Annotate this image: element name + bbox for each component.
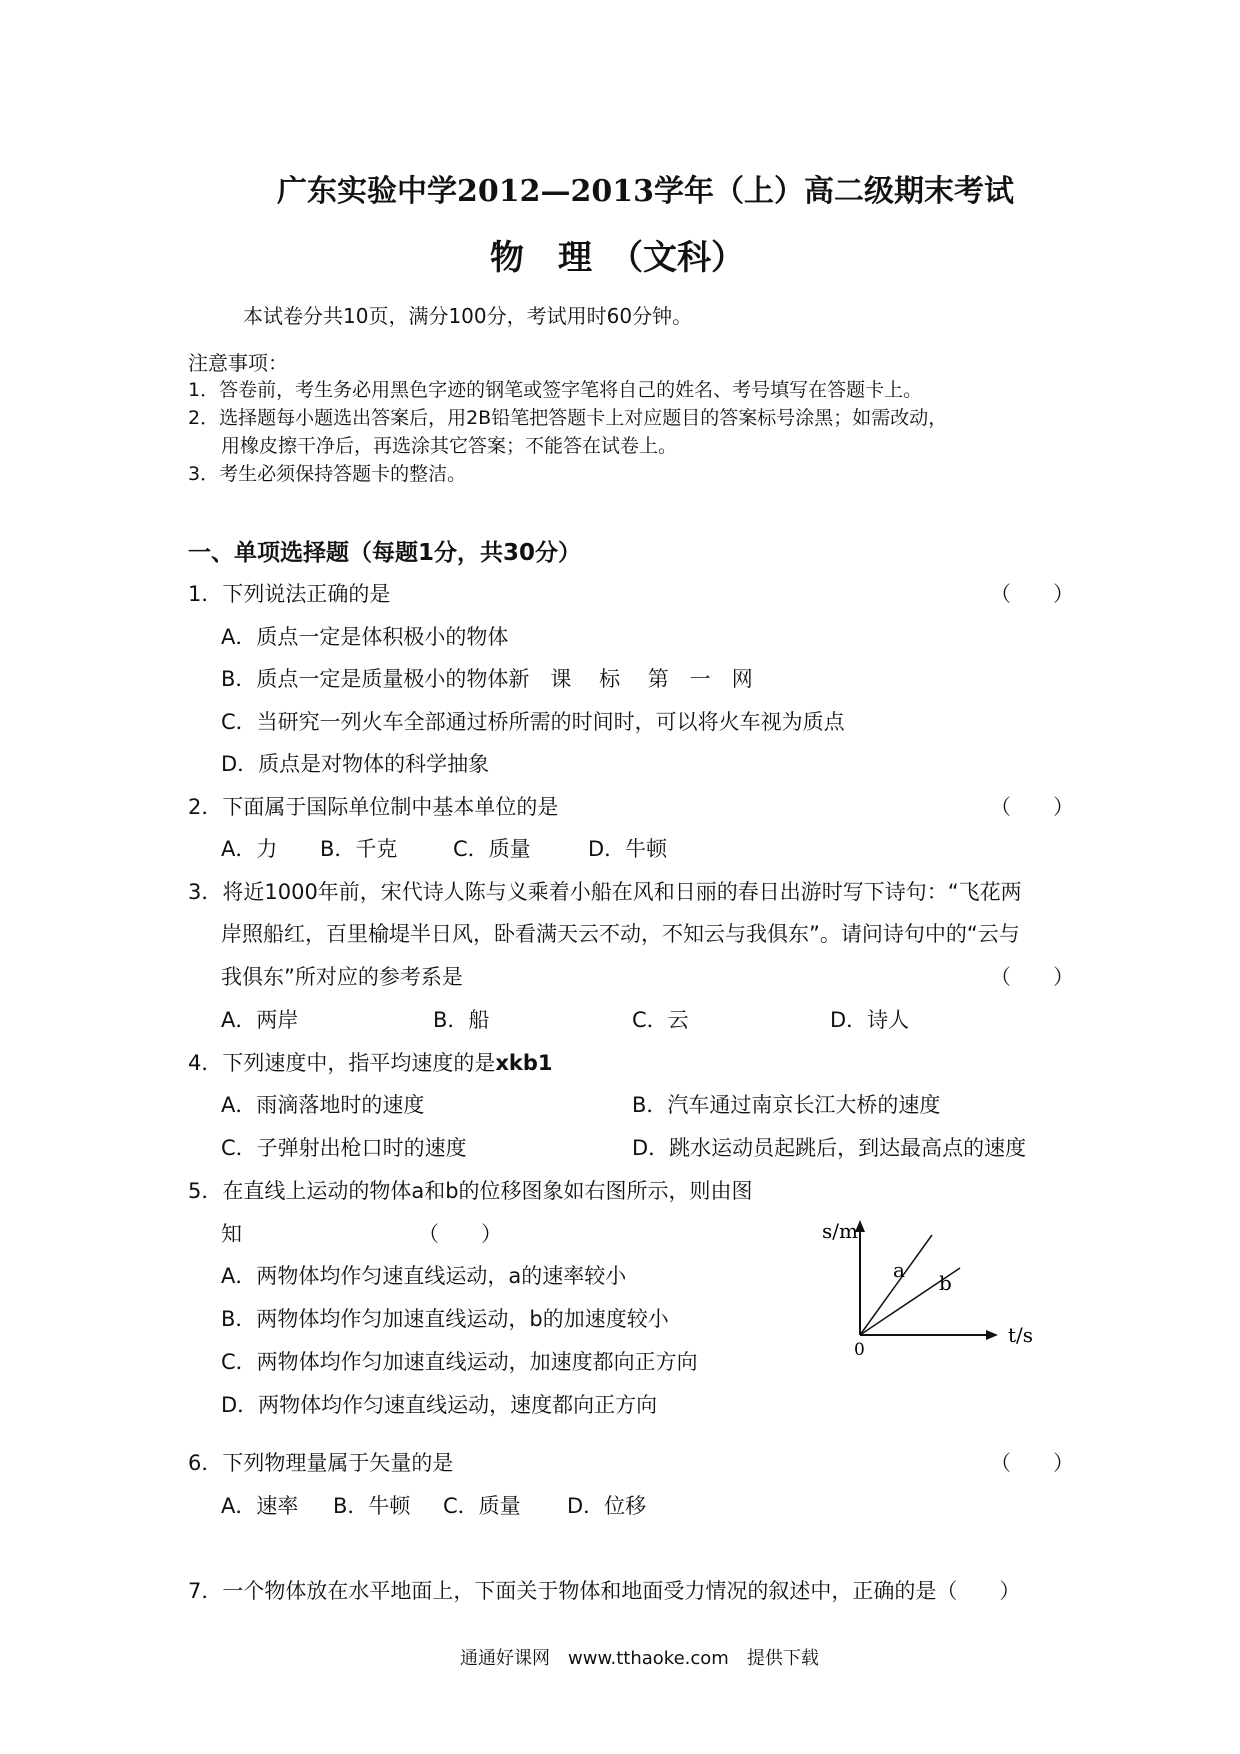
- q2-option-d: D．牛顿: [588, 837, 668, 861]
- q1-option-b: B．质点一定是质量极小的物体新 课 标 第 一 网: [221, 667, 753, 691]
- question-1-stem: 1．下列说法正确的是: [188, 582, 391, 606]
- question-3-line-1: 3．将近1000年前，宋代诗人陈与义乘着小船在风和日丽的春日出游时写下诗句：“飞花两: [188, 880, 1022, 904]
- question-5-line-1: 5．在直线上运动的物体a和b的位移图象如右图所示，则由图: [188, 1179, 753, 1203]
- q2-option-a: A．力: [221, 837, 278, 861]
- q5-option-c: C．两物体均作匀加速直线运动，加速度都向正方向: [221, 1350, 698, 1374]
- q6-option-b: B．牛顿: [333, 1494, 411, 1518]
- q5-option-a: A．两物体均作匀速直线运动，a的速率较小: [221, 1264, 627, 1288]
- q4-option-b: B．汽车通过南京长江大桥的速度: [632, 1093, 941, 1117]
- origin-label: 0: [854, 1340, 865, 1360]
- q3-option-b: B．船: [433, 1008, 490, 1032]
- q6-option-a: A．速率: [221, 1494, 299, 1518]
- line-a: [860, 1235, 932, 1335]
- subject-title: 物 理 （文科）: [490, 238, 745, 278]
- q6-option-c: C．质量: [443, 1494, 521, 1518]
- question-4-text: 4．下列速度中，指平均速度的是: [188, 1051, 496, 1075]
- x-axis-arrow: [986, 1330, 998, 1340]
- q3-option-a: A．两岸: [221, 1008, 299, 1032]
- q4-option-c: C．子弹射出枪口时的速度: [221, 1136, 467, 1160]
- exam-intro: 本试卷分共10页，满分100分，考试用时60分钟。: [243, 304, 693, 328]
- answer-bracket: （ ）: [990, 795, 1074, 819]
- question-3-line-2: 岸照船红，百里榆堤半日风，卧看满天云不动，不知云与我俱东”。请问诗句中的“云与: [221, 922, 1020, 946]
- q1-option-a: A．质点一定是体积极小的物体: [221, 625, 509, 649]
- q5-option-b: B．两物体均作匀加速直线运动，b的加速度较小: [221, 1307, 669, 1331]
- note-item: 用橡皮擦干净后，再选涂其它答案；不能答在试卷上。: [221, 435, 678, 457]
- x-axis-label: t/s: [1008, 1323, 1034, 1347]
- q1-option-c: C．当研究一列火车全部通过桥所需的时间时，可以将火车视为质点: [221, 710, 845, 734]
- section-heading: 一、单项选择题（每题1分，共30分）: [188, 540, 582, 566]
- answer-bracket: （ ）: [990, 965, 1074, 989]
- q2-option-b: B．千克: [320, 837, 398, 861]
- page-footer: 通通好课网 www.tthaoke.com 提供下载: [460, 1648, 819, 1669]
- question-3-line-3: 我俱东”所对应的参考系是: [221, 965, 463, 989]
- note-item: 3．考生必须保持答题卡的整洁。: [188, 463, 467, 485]
- q4-option-d: D．跳水运动员起跳后，到达最高点的速度: [632, 1136, 1027, 1160]
- answer-bracket: （ ）: [990, 582, 1074, 606]
- note-item: 2．选择题每小题选出答案后，用2B铅笔把答题卡上对应题目的答案标号涂黑；如需改动，: [188, 407, 948, 429]
- question-2-stem: 2．下面属于国际单位制中基本单位的是: [188, 795, 559, 819]
- answer-bracket: （ ）: [418, 1222, 502, 1246]
- note-item: 1．答卷前，考生务必用黑色字迹的钢笔或签字笔将自己的姓名、考号填写在答题卡上。: [188, 379, 923, 401]
- q6-option-d: D．位移: [567, 1494, 647, 1518]
- question-7-stem: 7．一个物体放在水平地面上，下面关于物体和地面受力情况的叙述中，正确的是（ ）: [188, 1579, 1021, 1603]
- y-axis-label: s/m: [822, 1219, 858, 1243]
- q1-option-d: D．质点是对物体的科学抽象: [221, 752, 490, 776]
- question-6-stem: 6．下列物理量属于矢量的是: [188, 1451, 454, 1475]
- line-a-label: a: [893, 1258, 905, 1282]
- q4-option-a: A．雨滴落地时的速度: [221, 1093, 425, 1117]
- exam-title: 广东实验中学2012—2013学年（上）高二级期末考试: [277, 174, 1014, 209]
- notes-heading: 注意事项：: [188, 351, 288, 375]
- line-b-label: b: [939, 1271, 952, 1295]
- question-4-tag: xkb1: [495, 1051, 553, 1075]
- answer-bracket: （ ）: [990, 1451, 1074, 1475]
- position-time-graph: [820, 1210, 1050, 1360]
- q3-option-c: C．云: [632, 1008, 689, 1032]
- question-5-line-2: 知: [221, 1222, 242, 1246]
- q5-option-d: D．两物体均作匀速直线运动，速度都向正方向: [221, 1393, 658, 1417]
- question-4-stem: [188, 1047, 553, 1077]
- q2-option-c: C．质量: [453, 837, 531, 861]
- q3-option-d: D．诗人: [830, 1008, 910, 1032]
